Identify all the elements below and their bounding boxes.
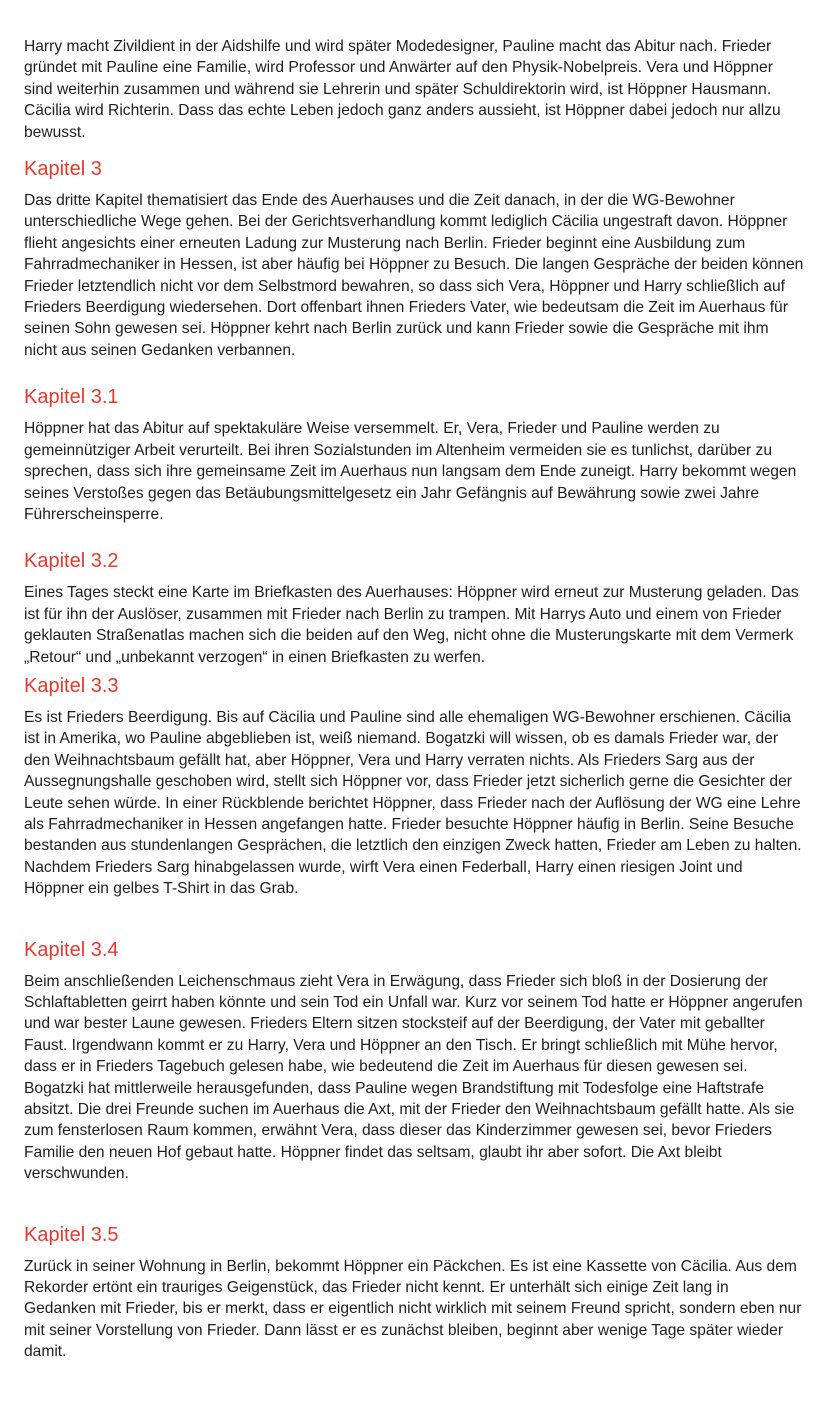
section-paragraph-kapitel-3-4: Beim anschließenden Leichenschmaus zieht Vera in Erwägung, dass Frieder sich bloß in der Dosierung der Schlaftabletten geirrt haben könnte und sein Tod ein Unfall war. Kurz vor seinem Tod hatte er Höppner angerufen und war bester Laune gewesen. Frieders Eltern sitzen stocksteif auf der Beerdigung, der Vater mit geballter Faust. Irgendwann kommt er zu Harry, Vera und Höppner an den Tisch. Er bringt schließlich mit Mühe hervor, dass er in Frieders Tagebuch gelesen habe, wie bedeutend die Zeit im Auerhaus für diesen gewesen sei. Bogatzki hat mittlerweile herausgefunden, dass Pauline wegen Brandstiftung mit Todesfolge eine Haftstrafe absitzt. Die drei Freunde suchen im Auerhaus die Axt, mit der Frieder den Weihnachtsbaum gefällt hatte. Als sie zum fensterlosen Raum kommen, erwähnt Vera, dass dieser das Kinderzimmer gewesen sei, bevor Frieders Familie den neuen Hof gebaut hatte. Höppner findet das seltsam, glaubt ihr aber sofort. Die Axt bleibt verschwunden. bbox=[24, 972, 803, 1183]
section-heading-kapitel-3-2: Kapitel 3.2 bbox=[24, 550, 119, 573]
section-heading-kapitel-3: Kapitel 3 bbox=[24, 158, 102, 181]
section-paragraph-kapitel-3-2: Eines Tages steckt eine Karte im Briefkasten des Auerhauses: Höppner wird erneut zur Musterung geladen. Das ist für ihn der Auslöser, zusammen mit Frieder nach Berlin zu trampen. Mit Harrys Auto und einem von Frieder geklauten Straßenatlas machen sich die beiden auf den Weg, nicht ohne die Musterungskarte mit dem Vermerk „Retour“ und „unbekannt verzogen“ in einen Briefkasten zu werfen. bbox=[24, 584, 799, 666]
section-heading-kapitel-3-1: Kapitel 3.1 bbox=[24, 386, 119, 409]
section-heading-kapitel-3-3: Kapitel 3.3 bbox=[24, 674, 119, 697]
section-paragraph-kapitel-3: Das dritte Kapitel thematisiert das Ende des Auerhauses und die Zeit danach, in der die WG-Bewohner unterschiedliche Wege gehen. Bei der Gerichtsverhandlung kommt lediglich Cäcilia ungestraft davon. Höppner flieht angesichts einer erneuten Ladung zur Musterung nach Berlin. Frieder beginnt eine Ausbildung zum Fahrradmechaniker in Hessen, ist aber häufig bei Höppner zu Besuch. Die langen Gespräche der beiden können Frieder letztendlich nicht vor dem Selbstmord bewahren, so dass sich Vera, Höppner und Harry schließlich auf Frieders Beerdigung wiedersehen. Dort offenbart ihnen Frieders Vater, wie bedeutsam die Zeit im Auerhaus für seinen Sohn gewesen sei. Höppner kehrt nach Berlin zurück und kann Frieder sowie die Gespräche mit ihm nicht aus seinen Gedanken verbannen. bbox=[24, 192, 804, 359]
intro-paragraph: Harry macht Zivildient in der Aidshilfe und wird später Modedesigner, Pauline macht das Abitur nach. Frieder gründet mit Pauline eine Familie, wird Professor und Anwärter auf den Physik-Nobelpreis. Vera und Höppner sind weiterhin zusammen und während sie Lehrerin und später Schuldirektorin wird, ist Höppner Hausmann. Cäcilia wird Richterin. Dass das echte Leben jedoch ganz anders aussieht, ist Höppner dabei jedoch nur allzu bewusst. bbox=[24, 38, 781, 141]
section-heading-kapitel-3-5: Kapitel 3.5 bbox=[24, 1223, 119, 1246]
section-paragraph-kapitel-3-3: Es ist Frieders Beerdigung. Bis auf Cäcilia und Pauline sind alle ehemaligen WG-Bewohner erschienen. Cäcilia ist in Amerika, wo Pauline abgeblieben ist, weiß niemand. Bogatzki will wissen, ob es damals Frieder war, der den Weihnachtsbaum gefällt hat, aber Höppner, Vera und Harry verraten nichts. Als Frieders Sarg aus der Aussegnungshalle geschoben wird, stellt sich Höppner vor, dass Frieder jetzt sicherlich gerne die Gesichter der Leute sehen würde. In einer Rückblende berichtet Höppner, dass Frieder nach der Auflösung der WG eine Lehre als Fahrradmechaniker in Hessen angefangen hatte. Frieder besuchte Höppner häufig in Berlin. Seine Besuche bestanden aus stundenlangen Gesprächen, die letztlich den einzigen Zweck hatten, Frieder am Leben zu halten. Nachdem Frieders Sarg hinabgelassen wurde, wirft Vera einen Federball, Harry einen riesigen Joint und Höppner ein gelbes T-Shirt in das Grab. bbox=[24, 708, 802, 898]
section-paragraph-kapitel-3-5: Zurück in seiner Wohnung in Berlin, bekommt Höppner ein Päckchen. Es ist eine Kassette von Cäcilia. Aus dem Rekorder ertönt ein trauriges Geigenstück, das Frieder nicht kennt. Er unterhält sich einige Zeit lang in Gedanken mit Frieder, bis er merkt, dass er eigentlich nicht wirklich mit seinem Freund spricht, sondern eben nur mit seiner Vorstellung von Frieder. Dann lässt er es zunächst bleiben, beginnt aber wenige Tage später wieder damit. bbox=[24, 1257, 802, 1361]
section-paragraph-kapitel-3-1: Höppner hat das Abitur auf spektakuläre Weise versemmelt. Er, Vera, Frieder und Pauline werden zu gemeinnütziger Arbeit verurteilt. Bei ihren Sozialstunden im Altenheim vermeiden sie es tunlichst, darüber zu sprechen, dass sich ihre gemeinsame Zeit im Auerhaus nun langsam dem Ende zuneigt. Harry bekommt wegen seines Verstoßes gegen das Betäubungsmittelgesetz ein Jahr Gefängnis auf Bewährung sowie zwei Jahre Führerscheinsperre. bbox=[24, 420, 797, 523]
section-heading-kapitel-3-4: Kapitel 3.4 bbox=[24, 938, 119, 961]
